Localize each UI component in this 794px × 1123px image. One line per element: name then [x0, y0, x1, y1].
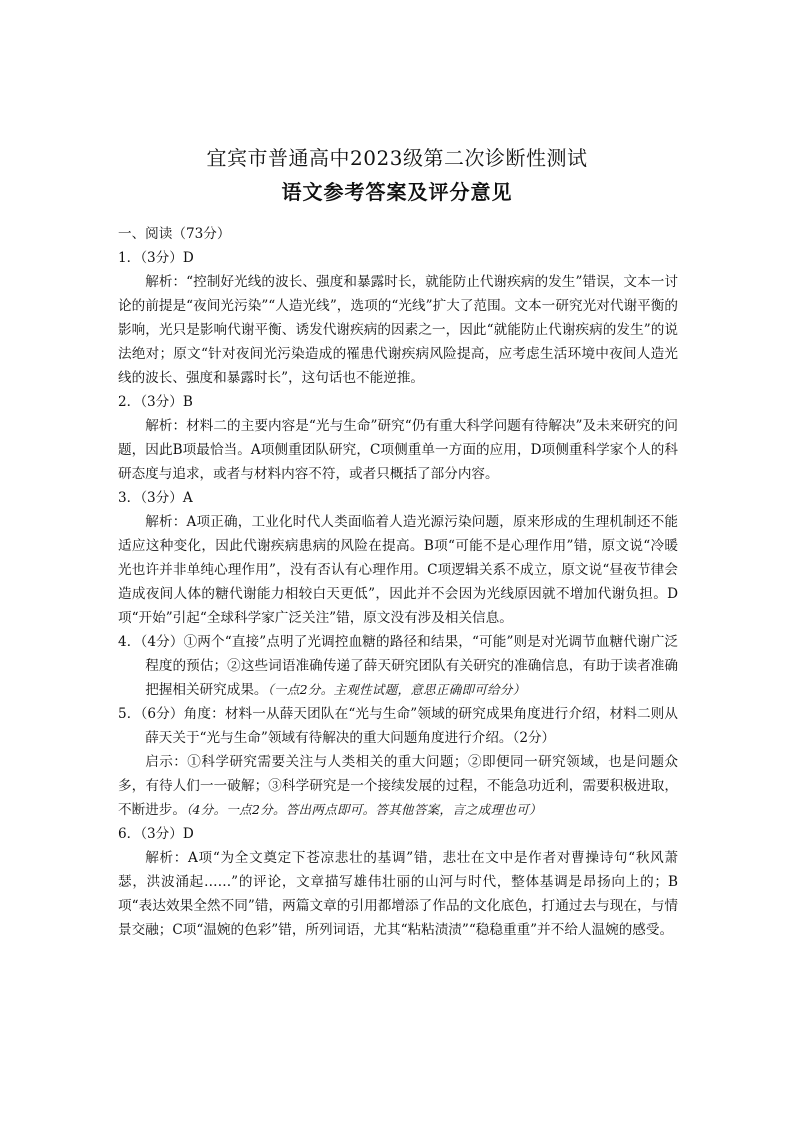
- question-5-hint-text: 启示：①科学研究需要关注与人类相关的重大问题；②即便同一研究领域，也是问题众多，有待人们一一破解；③科学研究是一个接续发展的过程，不能急功近利，需要积极进取，不断进步。: [118, 754, 678, 818]
- question-5-scoring-note: （4分。一点2分。答出两点即可。答其他答案，言之成理也可）: [185, 802, 542, 817]
- section-heading: 一、阅读（73分）: [118, 226, 231, 242]
- question-3-analysis: 解析：A项正确，工业化时代人类面临着人造光源污染问题，原来形成的生理机制还不能适应这种变化，因此代谢疾病患病的风险在提高。B项“可能不是心理作用”错，原文说“冷暖光也许并非单纯心理作用”，没有否认有心理作用。C项逻辑关系不成立，原文说“昼夜节律会造成夜间人体的糖代谢能力相较白天更低”，因此并不会因为光线原因就不增加代谢负担。D项“开始”引起“全球科学家广泛关注”错，原文没有涉及相关信息。: [118, 514, 678, 626]
- answer-content: [118, 222, 678, 942]
- question-5-answer: 5．（6分）角度：材料一从薛天团队在“光与生命”领域的研究成果角度进行介绍，材料二则从薛天关于“光与生命”领域有待解决的重大问题角度进行介绍。（2分）: [118, 706, 678, 746]
- question-2-analysis: 解析：材料二的主要内容是“光与生命”研究“仍有重大科学问题有待解决”及未来研究的问题，因此B项最恰当。A项侧重团队研究，C项侧重单一方面的应用，D项侧重科学家个人的科研态度与追求，或者与材料内容不符，或者只概括了部分内容。: [118, 418, 678, 482]
- question-2-heading: 2．（3分）B: [118, 394, 193, 410]
- question-4-text: 4．（4分）①两个“直接”点明了光调控血糖的路径和结果，“可能”则是对光调节血糖代谢广泛程度的预估；②这些词语准确传递了薛天研究团队有关研究的准确信息，有助于读者准确把握相关研究成果。: [118, 634, 678, 698]
- question-6-heading: 6．（3分）D: [118, 826, 194, 842]
- question-4-scoring-note: （一点2分。主观性试题，意思正确即可给分）: [267, 682, 526, 697]
- document-title: 宜宾市普通高中2023级第二次诊断性测试: [206, 146, 588, 170]
- question-3-heading: 3．（3分）A: [118, 490, 193, 506]
- document-subtitle: 语文参考答案及评分意见: [281, 180, 513, 204]
- question-1-heading: 1．（3分）D: [118, 250, 194, 266]
- question-5-hint: [118, 750, 678, 822]
- question-4-answer: [118, 630, 678, 702]
- question-6-analysis: 解析：A项“为全文奠定下苍凉悲壮的基调”错，悲壮在文中是作者对曹操诗句“秋风萧瑟，洪波涌起……”的评论，文章描写雄伟壮丽的山河与时代，整体基调是昂扬向上的；B项“表达效果全然不同”错，两篇文章的引用都增添了作品的文化底色，打通过去与现在，与情景交融；C项“温婉的色彩”错，所列词语，尤其“粘粘渍渍”“稳稳重重”并不给人温婉的感受。: [118, 850, 678, 938]
- question-1-analysis: 解析：“控制好光线的波长、强度和暴露时长，就能防止代谢疾病的发生”错误，文本一讨论的前提是“夜间光污染”“人造光线”，选项的“光线”扩大了范围。文本一研究光对代谢平衡的影响，光只是影响代谢平衡、诱发代谢疾病的因素之一，因此“就能防止代谢疾病的发生”的说法绝对；原文“针对夜间光污染造成的罹患代谢疾病风险提高，应考虑生活环境中夜间人造光线的波长、强度和暴露时长”，这句话也不能逆推。: [118, 274, 678, 386]
